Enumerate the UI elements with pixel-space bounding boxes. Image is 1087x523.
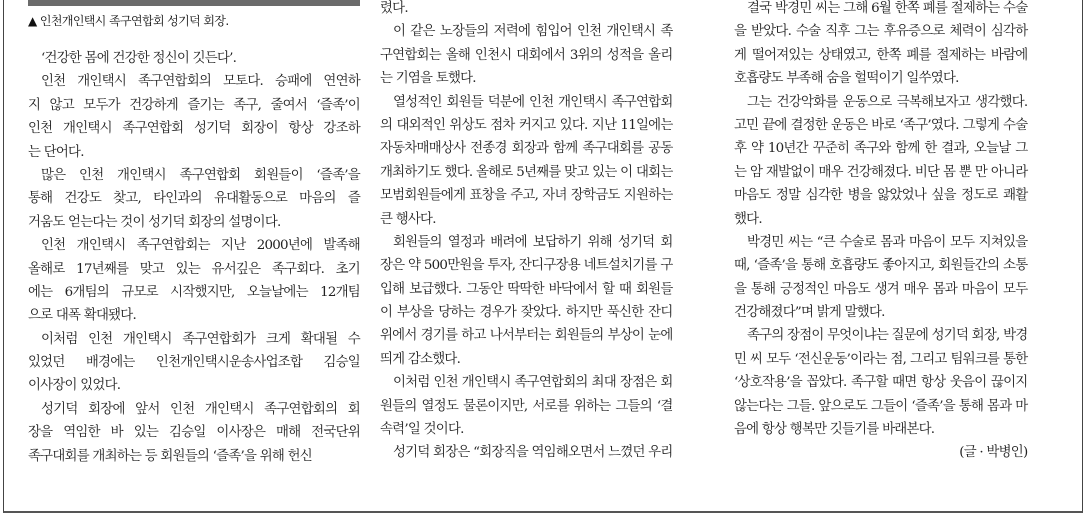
text-line: 이처럼 인천 개인택시 족구연합회가 크게 확대될 수 <box>41 331 360 347</box>
photo-bottom-edge <box>28 0 360 6</box>
text-line: 원들의 열정도 물론이지만, 서로를 위하는 그들의 ‘결 <box>380 398 673 414</box>
text-line: 장은 약 500만원을 투자, 잔디구장용 네트설치기를 구 <box>380 258 673 274</box>
text-line: 위에서 경기를 하고 나서부터는 회원들의 부상이 눈에 <box>380 328 673 344</box>
text-line: 이사장이 있었다. <box>28 378 121 394</box>
text-line: 열성적인 회원들 덕분에 인천 개인택시 족구연합회 <box>393 94 673 110</box>
paragraph <box>734 231 1027 325</box>
paragraph <box>28 70 360 164</box>
text-line: 장을 역임한 바 있는 김승일 이사장은 매해 전국단위 <box>28 425 360 441</box>
column-body <box>734 0 1027 465</box>
paragraph <box>380 231 673 371</box>
text-line: 을 통해 긍정적인 마음도 생겨 매우 몸과 마음이 모두 <box>734 281 1028 297</box>
paragraph <box>28 234 360 328</box>
paragraph <box>734 324 1027 441</box>
text-line: 민 씨 모두 ‘전신운동’이라는 점, 그리고 팀워크를 통한 <box>734 351 1028 367</box>
byline: (글 · 박병인) <box>959 445 1028 461</box>
paragraph <box>380 91 673 231</box>
text-line: 결국 박경민 씨는 그해 6월 한쪽 폐를 절제하는 수술 <box>747 1 1028 16</box>
text-line: 않는다는 그들. 앞으로도 그들이 ‘즐족’을 통해 몸과 마 <box>734 398 1028 414</box>
text-line: 지 않고 모두가 건강하게 즐기는 족구, 줄여서 ‘즐족’이 <box>28 97 360 113</box>
paragraph <box>380 371 673 441</box>
paragraph <box>380 0 673 20</box>
paragraph <box>380 441 673 464</box>
text-line: 후 약 10년간 꾸준히 족구와 함께 한 결과, 오늘날 그 <box>734 141 1028 157</box>
text-line: 많은 인천 개인택시 족구연합회 회원들이 ‘즐족’을 <box>41 167 360 183</box>
text-line: 음에 항상 행복만 깃들기를 바래본다. <box>734 422 935 438</box>
text-line: 모범회원들에게 표창을 주고, 자녀 장학금도 지원하는 <box>380 188 673 204</box>
text-line: 족구의 장점이 무엇이냐는 질문에 성기덕 회장, 박경 <box>747 328 1028 344</box>
text-line: 의 대외적인 위상도 점차 커지고 있다. 지난 11일에는 <box>380 117 673 133</box>
text-line: 큰 행사다. <box>380 211 436 227</box>
text-line: 게 떨어져있는 상태였고, 한쪽 폐를 절제하는 바람에 <box>734 47 1028 63</box>
text-line: 이 같은 노장들의 저력에 힘입어 인천 개인택시 족 <box>393 24 673 40</box>
text-line: 마음도 정말 심각한 병을 앓았었나 싶을 정도로 쾌활 <box>734 188 1028 204</box>
photo-caption: ▲ 인천개인택시 족구연합회 성기덕 회장. <box>28 14 229 28</box>
text-line: 있었던 배경에는 인천개인택시운송사업조합 김승일 <box>28 355 360 371</box>
text-line: 에는 6개팀의 규모로 시작했지만, 오늘날에는 12개팀 <box>28 284 360 300</box>
text-line: 호흡량도 부족해 숨을 헐떡이기 일쑤였다. <box>734 71 959 87</box>
text-line: 이 부상을 당하는 경우가 잦았다. 하지만 푹신한 잔디 <box>380 305 673 321</box>
paragraph <box>28 328 360 398</box>
text-line: 으로 대폭 확대됐다. <box>28 308 137 324</box>
text-line: 통해 건강도 찾고, 타인과의 유대활동으로 마음의 즐 <box>28 191 360 207</box>
paragraph <box>734 0 1027 91</box>
text-line: 속력’일 것이다. <box>380 422 464 438</box>
column-body <box>380 0 673 465</box>
text-line: 했다. <box>734 211 762 227</box>
paragraph <box>28 47 360 70</box>
text-line: 때, ‘즐족’을 통해 호흡량도 좋아지고, 회원들간의 소통 <box>734 258 1028 274</box>
text-line: 렸다. <box>380 1 408 16</box>
text-line: 개최하기도 했다. 올해로 5년째를 맞고 있는 이 대회는 <box>380 164 673 180</box>
paragraph <box>380 20 673 90</box>
text-line: 을 받았다. 수술 직후 그는 후유증으로 체력이 심각하 <box>734 24 1028 40</box>
text-line: 올해로 17년째를 맞고 있는 유서깊은 족구회다. 초기 <box>28 261 360 277</box>
text-line: 구연합회는 올해 인천시 대회에서 3위의 성적을 올리 <box>380 47 673 63</box>
column-body <box>28 47 360 468</box>
paragraph <box>28 164 360 234</box>
text-line: 인천 개인택시 족구연합회는 지난 2000년에 발족해 <box>41 238 360 254</box>
text-line: 그는 건강악화를 운동으로 극복해보자고 생각했다. <box>747 94 1028 110</box>
text-line: ‘건강한 몸에 건강한 정신이 깃든다’. <box>41 51 237 66</box>
text-line: 거움도 얻는다는 것이 성기덕 회장의 설명이다. <box>28 214 281 230</box>
text-line: 박경민 씨는 “큰 수술로 몸과 마음이 모두 지쳐있을 <box>747 234 1028 250</box>
article-frame <box>3 0 1083 513</box>
text-line: ‘상호작용’을 꼽았다. 족구할 때면 항상 웃음이 끊이지 <box>734 375 1028 391</box>
paragraph <box>28 398 360 468</box>
text-line: 성기덕 회장은 “회장직을 역임해오면서 느꼈던 우리 <box>393 445 673 461</box>
text-line: 건강해졌다”며 밝게 말했다. <box>734 305 885 321</box>
text-line: 는 기염을 토했다. <box>380 71 476 87</box>
text-line: 는 단어다. <box>28 144 84 160</box>
text-line: 띄게 감소했다. <box>380 351 461 367</box>
text-line: 회원들의 열정과 배려에 보답하기 위해 성기덕 회 <box>393 234 673 250</box>
text-line: 이처럼 인천 개인택시 족구연합회의 최대 장점은 회 <box>393 375 673 391</box>
text-line: 자동차매매상사 전종경 회장과 함께 족구대회를 공동 <box>380 141 673 157</box>
paragraph <box>734 91 1027 231</box>
text-line: 는 암 재발없이 매우 건강해졌다. 비단 몸 뿐 만 아니라 <box>734 164 1028 180</box>
text-line: 족구대회를 개최하는 등 회원들의 ‘즐족’을 위해 헌신 <box>28 448 312 464</box>
text-line: 인천 개인택시 족구연합회의 모토다. 승패에 연연하 <box>41 74 360 90</box>
text-line: 입해 보급했다. 그동안 딱딱한 바닥에서 할 때 회원들 <box>380 281 673 297</box>
text-line: 성기덕 회장에 앞서 인천 개인택시 족구연합회의 회 <box>41 401 360 417</box>
text-line: 인천 개인택시 족구연합회 성기덕 회장이 항상 강조하 <box>28 121 360 137</box>
text-line: 고민 끝에 결정한 운동은 바로 ‘족구’였다. 그렇게 수술 <box>734 117 1028 133</box>
